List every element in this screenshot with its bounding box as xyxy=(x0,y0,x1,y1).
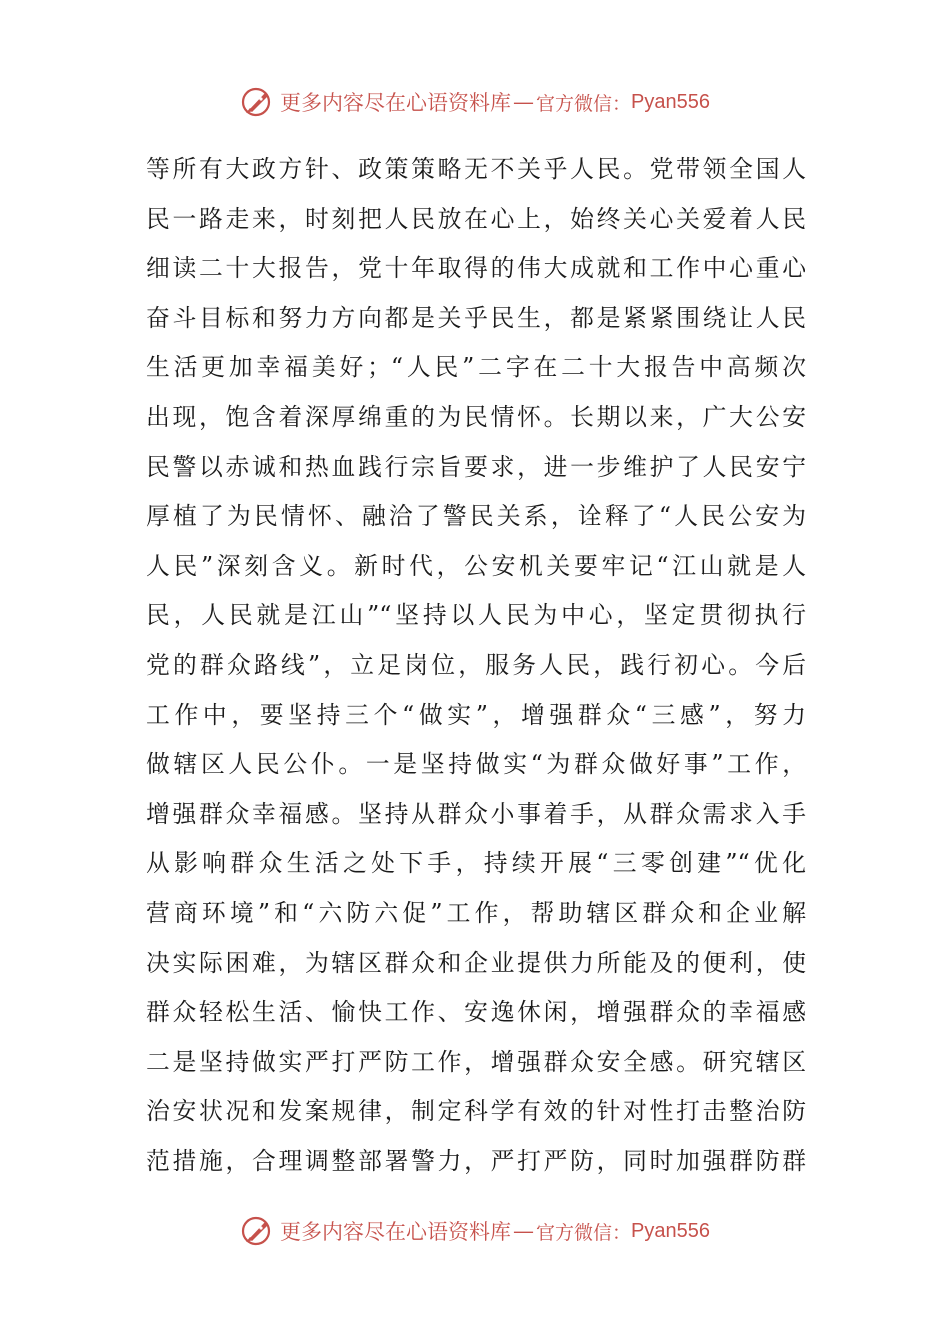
text-line: 等所有大政方针、政策策略无不关乎人民。党带领全国人 xyxy=(146,155,806,183)
text-line: 厚植了为民情怀、融洽了警民关系，诠释了“人民公安为 xyxy=(146,502,806,531)
brand-text: 更多内容尽在心语资料库 xyxy=(280,91,511,115)
wechat-label: 官方微信： xyxy=(536,92,632,115)
wechat-id: Pyan556 xyxy=(631,1219,710,1242)
text-line: 营商环境”和“六防六促”工作，帮助辖区群众和企业解 xyxy=(146,898,806,927)
text-line: 人民”深刻含义。新时代，公安机关要牢记“江山就是人 xyxy=(146,551,806,580)
separator: — xyxy=(513,90,534,114)
pen-nib-circle-icon xyxy=(240,1214,274,1248)
text-line: 细读二十大报告，党十年取得的伟大成就和工作中心重心 xyxy=(146,254,806,283)
text-line: 范措施，合理调整部署警力，严打严防，同时加强群防群 xyxy=(146,1146,806,1175)
text-line: 民一路走来，时刻把人民放在心上，始终关心关爱着人民 xyxy=(146,204,806,233)
footer-watermark xyxy=(0,1211,950,1251)
pen-nib-circle-icon xyxy=(240,85,274,119)
text-line: 从影响群众生活之处下手，持续开展“三零创建”“优化 xyxy=(146,849,806,878)
text-line: 工作中，要坚持三个“做实”，增强群众“三感”，努力 xyxy=(146,700,806,729)
wechat-label: 官方微信： xyxy=(536,1221,632,1244)
text-line: 奋斗目标和努力方向都是关乎民生，都是紧紧围绕让人民 xyxy=(146,303,806,332)
text-line: 群众轻松生活、愉快工作、安逸休闲，增强群众的幸福感 xyxy=(146,998,806,1027)
text-line: 治安状况和发案规律，制定科学有效的针对性打击整治防 xyxy=(146,1097,806,1126)
text-line: 党的群众路线”，立足岗位，服务人民，践行初心。今后 xyxy=(146,650,806,679)
wechat-id: Pyan556 xyxy=(631,90,710,113)
text-line: 做辖区人民公仆。一是坚持做实“为群众做好事”工作， xyxy=(146,750,806,779)
text-line: 决实际困难，为辖区群众和企业提供力所能及的便利，使 xyxy=(146,948,806,977)
text-line: 增强群众幸福感。坚持从群众小事着手，从群众需求入手 xyxy=(146,799,806,828)
header-watermark xyxy=(0,82,950,122)
text-line: 二是坚持做实严打严防工作，增强群众安全感。研究辖区 xyxy=(146,1047,806,1076)
text-line: 出现，饱含着深厚绵重的为民情怀。长期以来，广大公安 xyxy=(146,402,806,431)
text-line: 民，人民就是江山”“坚持以人民为中心，坚定贯彻执行 xyxy=(146,601,806,630)
separator: — xyxy=(513,1219,534,1243)
text-line: 民警以赤诚和热血践行宗旨要求，进一步维护了人民安宁 xyxy=(146,452,806,481)
text-line: 生活更加幸福美好；“人民”二字在二十大报告中高频次 xyxy=(146,353,806,382)
document-body xyxy=(146,145,806,1186)
brand-text: 更多内容尽在心语资料库 xyxy=(280,1220,511,1244)
